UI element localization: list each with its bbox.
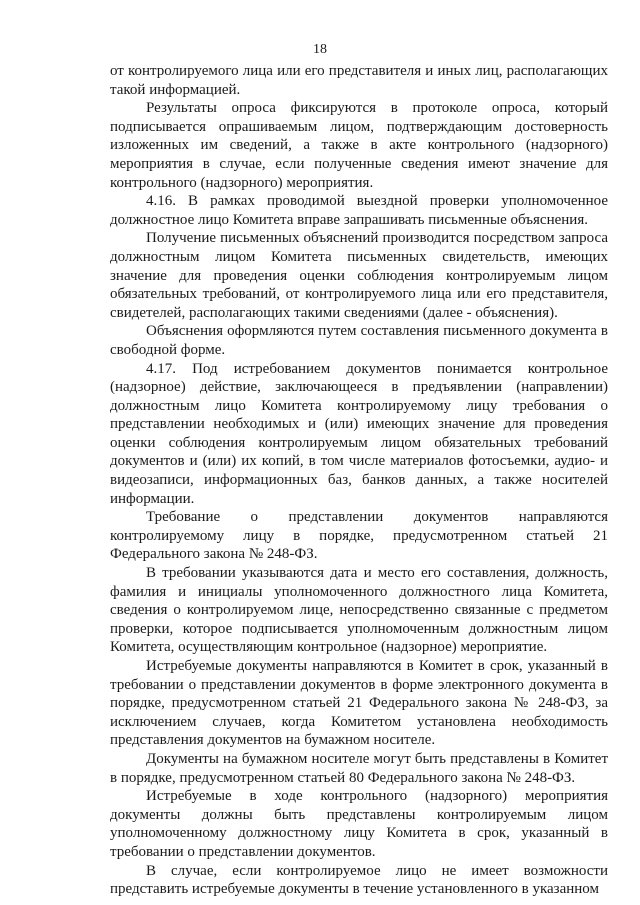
paragraph: Истребуемые документы направляются в Комитет в срок, указанный в требовании о представлении документов в форме электронного документа в порядке, предусмотренном статьей 21 Федерального закона № 248-ФЗ, за исключением случаев, когда Комитетом установлена необходимость представления документов на бумажном носителе. xyxy=(110,658,608,749)
paragraph: от контролируемого лица или его представителя и иных лиц, располагающих такой информацией. xyxy=(110,63,608,98)
paragraph: Требование о представлении документов направляются контролируемому лицу в порядке, предусмотренном статьей 21 Федерального закона № 248-ФЗ. xyxy=(110,509,608,563)
paragraph: В случае, если контролируемое лицо не имеет возможности представить истребуемые документы в течение установленного в указанном xyxy=(110,862,608,898)
paragraph: Объяснения оформляются путем составления письменного документа в свободной форме. xyxy=(110,323,608,358)
page-number: 18 xyxy=(313,42,327,57)
paragraph: Результаты опроса фиксируются в протоколе опроса, который подписывается опрашиваемым лицом, подтверждающим достоверность изложенных им сведений, а также в акте контрольного (надзорного) мероприятия в случае, если полученные сведения имеют значение для контрольного (надзорного) мероприятия. xyxy=(110,100,608,191)
document-body xyxy=(110,62,608,899)
paragraph: 4.16. В рамках проводимой выездной проверки уполномоченное должностное лицо Комитета вправе запрашивать письменные объяснения. xyxy=(110,193,608,228)
paragraph: Документы на бумажном носителе могут быть представлены в Комитет в порядке, предусмотренном статьей 80 Федерального закона № 248-ФЗ. xyxy=(110,750,608,786)
paragraph: В требовании указываются дата и место его составления, должность, фамилия и инициалы уполномоченного должностного лица Комитета, сведения о контролируемом лице, непосредственно связанные с предметом проверки, которое подписывается уполномоченным должностным лицом Комитета, осуществляющим контрольное (надзорное) мероприятие. xyxy=(110,565,608,656)
paragraph: Получение письменных объяснений производится посредством запроса должностным лицом Комитета письменных свидетельств, имеющих значение для проведения оценки соблюдения контролируемым лицом обязательных требований, от контролируемого лица или его представителя, свидетелей, располагающих такими сведениями (далее - объяснения). xyxy=(110,230,608,321)
paragraph: 4.17. Под истребованием документов понимается контрольное (надзорное) действие, заключающееся в предъявлении (направлении) должностным лицо Комитета контролируемому лицу требования о представлении необходимых и (или) имеющих значение для проведения оценки соблюдения контролируемым лицом обязательных требований документов и (или) их копий, в том числе материалов фотосъемки, аудио- и видеозаписи, информационных баз, банков данных, а также носителей информации. xyxy=(110,360,608,507)
paragraph: Истребуемые в ходе контрольного (надзорного) мероприятия документы должны быть представлены контролируемым лицом уполномоченному должностному лицу Комитета в срок, указанный в требовании о представлении документов. xyxy=(110,788,608,860)
